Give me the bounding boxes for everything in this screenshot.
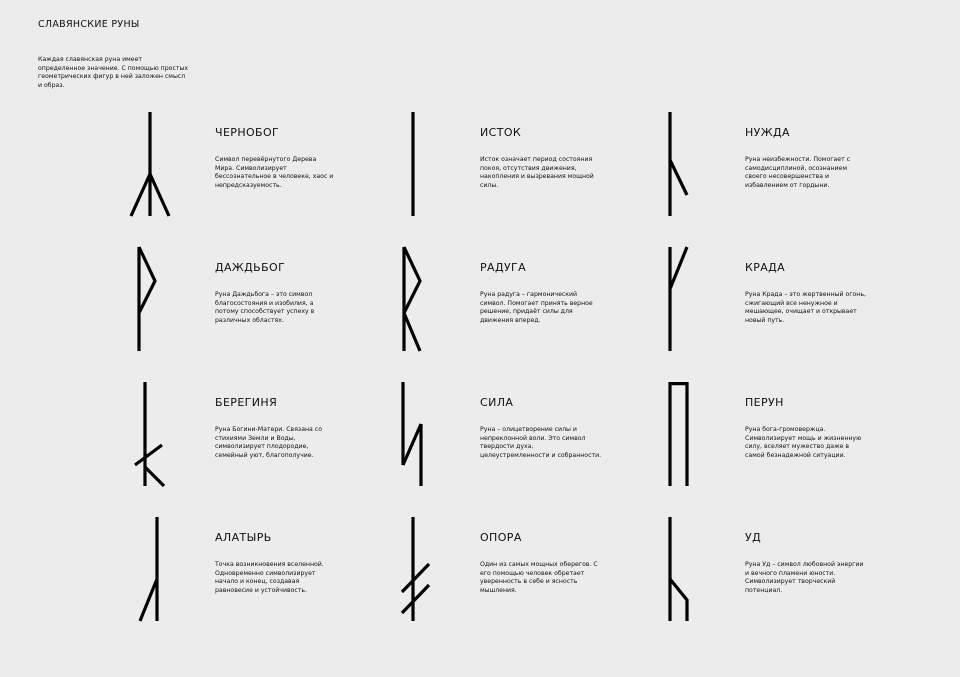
rune-description: Руна Крада – это жертвенный огонь, сжигающий все ненужное и мешающее, очищает и открывает новый путь.	[745, 291, 866, 325]
rune-name: СИЛА	[480, 396, 514, 409]
perun-rune-icon	[650, 382, 710, 502]
rune-name: НУЖДА	[745, 126, 790, 139]
nuzhda-rune-icon	[650, 112, 710, 232]
chernobog-rune-icon	[120, 112, 180, 232]
page-title: СЛАВЯНСКИЕ РУНЫ	[38, 19, 140, 30]
rune-card-krada	[650, 247, 900, 367]
rune-card-raduga	[385, 247, 635, 367]
rune-card-nuzhda	[650, 112, 900, 232]
rune-description: Руна Уд – символ любовной энергии и вечного пламени юности. Символизирует творческий потенциал.	[745, 561, 864, 595]
bereginya-rune-icon	[120, 382, 180, 502]
rune-description: Руна радуга – гармонический символ. Помогает принять верное решение, придаёт силы для движения вперед.	[480, 291, 593, 325]
rune-card-bereginya	[120, 382, 370, 502]
rune-card-ud	[650, 517, 900, 637]
rune-name: ДАЖДЬБОГ	[215, 261, 286, 274]
rune-card-sila	[385, 382, 635, 502]
raduga-rune-icon	[385, 247, 445, 367]
ud-rune-icon	[650, 517, 710, 637]
rune-card-istok	[385, 112, 635, 232]
rune-description: Символ перевёрнутого Дерева Мира. Символизирует бессознательное в человеке, хаос и непредсказуемость.	[215, 156, 334, 190]
rune-name: БЕРЕГИНЯ	[215, 396, 278, 409]
rune-name: ИСТОК	[480, 126, 522, 139]
rune-name: ЧЕРНОБОГ	[215, 126, 280, 139]
intro-text: Каждая славянская руна имеет определенное значение. С помощью простых геометрических фигур в ней заложен смысл и образ.	[38, 56, 188, 89]
alatyr-rune-icon	[120, 517, 180, 637]
rune-description: Руна бога-громовержца. Символизирует мощь и жизненную силу, вселяет мужество даже в самой безнадежной ситуации.	[745, 426, 862, 460]
rune-name: ПЕРУН	[745, 396, 784, 409]
rune-card-dazhdbog	[120, 247, 370, 367]
rune-description: Руна Даждьбога – это символ благосостояния и изобилия, а потому способствует успеху в различных областях.	[215, 291, 315, 325]
rune-description: Руна Богини-Матери. Связана со стихиями Земли и Воды, символизирует плодородие, семейный уют, благополучие.	[215, 426, 322, 460]
rune-card-chernobog	[120, 112, 370, 232]
rune-description: Руна неизбежности. Помогает с самодисциплиной, осознанием своего несовершенства и избавлением от гордыни.	[745, 156, 851, 190]
rune-card-opora	[385, 517, 635, 637]
rune-name: УД	[745, 531, 762, 544]
rune-description: Один из самых мощных оберегов. С его помощью человек обретает уверенность в себе и ясность мышления.	[480, 561, 598, 595]
istok-rune-icon	[385, 112, 445, 232]
rune-name: АЛАТЫРЬ	[215, 531, 272, 544]
opora-rune-icon	[385, 517, 445, 637]
dazhdbog-rune-icon	[120, 247, 180, 367]
rune-card-perun	[650, 382, 900, 502]
rune-name: ОПОРА	[480, 531, 522, 544]
rune-description: Исток означает период состояния покоя, отсутствия движения, накопления и вызревания мощной силы.	[480, 156, 594, 190]
rune-description: Точка возникновения вселенной. Одновременно символизирует начало и конец, создавая равновесие и устойчивость.	[215, 561, 324, 595]
sila-rune-icon	[385, 382, 445, 502]
krada-rune-icon	[650, 247, 710, 367]
rune-name: РАДУГА	[480, 261, 527, 274]
rune-description: Руна – олицетворение силы и непреклонной воли. Это символ твердости духа, целеустремленности и собранности.	[480, 426, 602, 460]
rune-card-alatyr	[120, 517, 370, 637]
rune-name: КРАДА	[745, 261, 786, 274]
